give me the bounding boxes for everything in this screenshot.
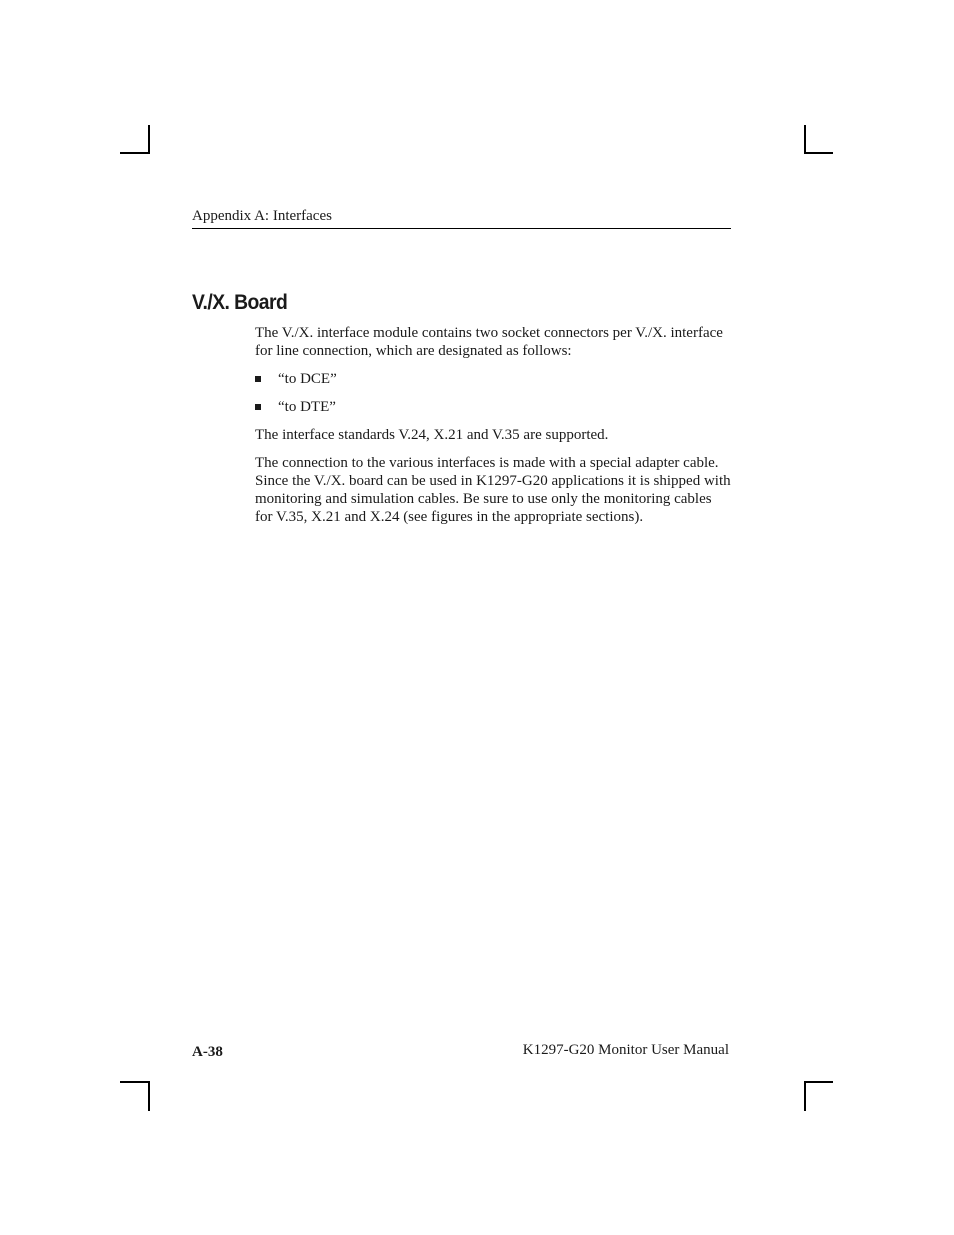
bullet-text: “to DTE” bbox=[278, 399, 336, 415]
square-bullet-icon bbox=[255, 404, 261, 410]
connection-paragraph: The connection to the various interfaces is made with a special adapter cable. Since the V./X. board can be used in K1297-G20 applications it is shipped with monitoring and simulation cables. Be sure to use only the monitoring cables for V.35, X.21 and X.24 (see figures in the appropriate sections). bbox=[255, 455, 731, 525]
crop-mark-top-right-vertical bbox=[804, 125, 806, 154]
section-title: V./X. Board bbox=[192, 291, 288, 314]
crop-mark-bottom-left-horizontal bbox=[120, 1081, 150, 1083]
crop-mark-top-left-horizontal bbox=[120, 152, 150, 154]
intro-paragraph: The V./X. interface module contains two socket connectors per V./X. interface for line connection, which are designated as follows: bbox=[255, 325, 723, 359]
manual-title: K1297-G20 Monitor User Manual bbox=[522, 1042, 729, 1058]
page-number: A-38 bbox=[192, 1044, 223, 1060]
square-bullet-icon bbox=[255, 376, 261, 382]
standards-paragraph: The interface standards V.24, X.21 and V.35 are supported. bbox=[255, 427, 609, 443]
header-rule bbox=[192, 228, 731, 229]
crop-mark-top-left-vertical bbox=[148, 125, 150, 154]
bullet-text: “to DCE” bbox=[278, 371, 337, 387]
crop-mark-bottom-right-vertical bbox=[804, 1081, 806, 1111]
crop-mark-bottom-left-vertical bbox=[148, 1081, 150, 1111]
crop-mark-top-right-horizontal bbox=[804, 152, 833, 154]
running-header: Appendix A: Interfaces bbox=[192, 208, 332, 224]
crop-mark-bottom-right-horizontal bbox=[804, 1081, 833, 1083]
